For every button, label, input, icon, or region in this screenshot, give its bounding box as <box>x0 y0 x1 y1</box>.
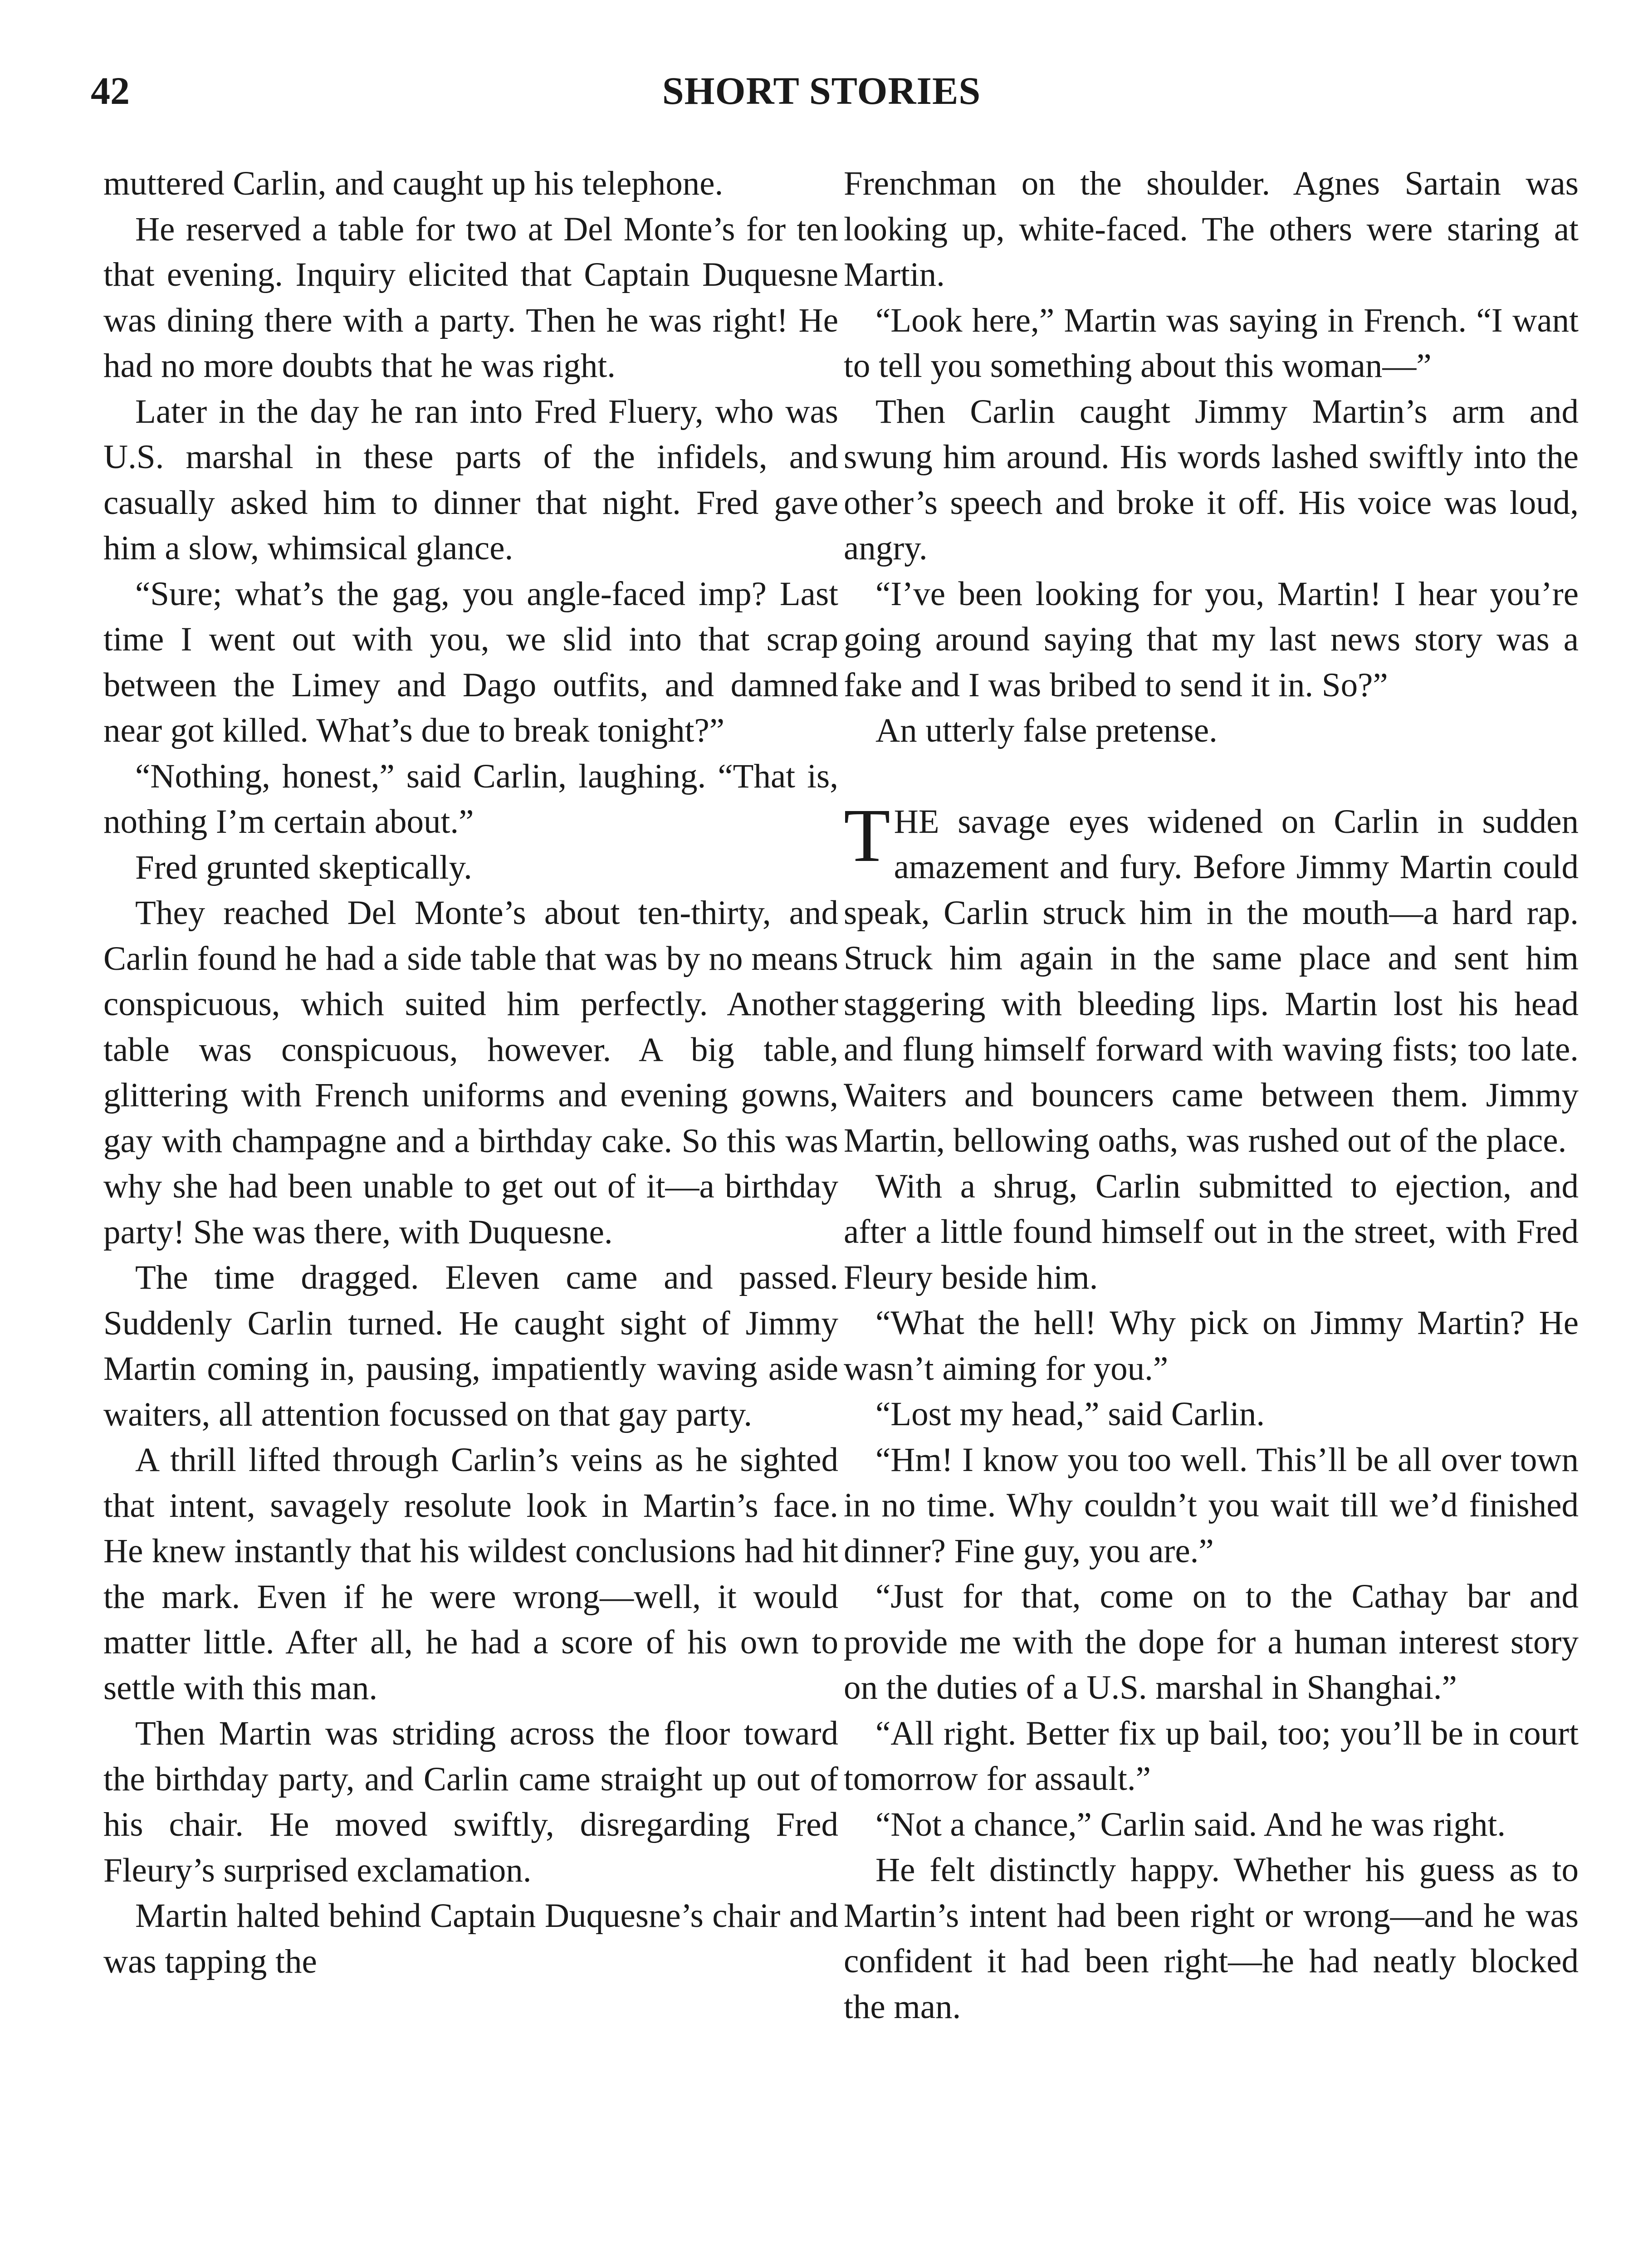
paragraph: Then Martin was striding across the floor toward the birthday party, and Carlin came straight up out of his chair. He moved swiftly, disregarding Fred Fleury’s surprised exclamation. <box>103 1715 838 1889</box>
paragraph: With a shrug, Carlin submitted to ejection, and after a little found himself out in the street, with Fred Fleury beside him. <box>844 1167 1579 1296</box>
paragraph: They reached Del Monte’s about ten-thirty, and Carlin found he had a side table that was by no means conspicuous, which suited him perfectly. Another table was conspicuous, however. A big table, glittering with French uniforms and evening gowns, gay with champagne and a birthday cake. So this was why she had been unable to get out of it—a birthday party! She was there, with Duquesne. <box>103 894 838 1251</box>
section-opening-paragraph <box>844 793 1579 1164</box>
drop-cap: T <box>844 793 890 878</box>
paragraph: Later in the day he ran into Fred Fluery, who was U.S. marshal in these parts of the infidels, and casually asked him to dinner that night. Fred gave him a slow, whimsical glance. <box>103 392 838 567</box>
paragraph: muttered Carlin, and caught up his telephone. <box>103 165 724 202</box>
right-column <box>844 161 1579 2030</box>
paragraph: “All right. Better fix up bail, too; you’ll be in court tomorrow for assault.” <box>844 1714 1579 1798</box>
running-head: SHORT STORIES <box>662 69 981 112</box>
paragraph: “Just for that, come on to the Cathay bar and provide me with the dope for a human interest story on the duties of a U.S. marshal in Shanghai.” <box>844 1578 1579 1706</box>
page-header <box>0 68 1643 118</box>
paragraph: An utterly false pretense. <box>875 712 1218 749</box>
paragraph: “Look here,” Martin was saying in French. “I want to tell you something about this woman—” <box>844 301 1579 385</box>
paragraph: “Sure; what’s the gag, you angle-faced imp? Last time I went out with you, we slid into that scrap between the Limey and Dago outfits, and damned near got killed. What’s due to break tonight?” <box>103 575 838 749</box>
paragraph: Then Carlin caught Jimmy Martin’s arm and swung him around. His words lashed swiftly into the other’s speech and broke it off. His voice was loud, angry. <box>844 392 1579 567</box>
paragraph: A thrill lifted through Carlin’s veins as he sighted that intent, savagely resolute look in Martin’s face. He knew instantly that his wildest conclusions had hit the mark. Even if he were wrong—well, it would matter little. After all, he had a score of his own to settle with this man. <box>103 1441 838 1707</box>
paragraph: Frenchman on the shoulder. Agnes Sartain was looking up, white-faced. The others were staring at Martin. <box>844 165 1579 293</box>
page-number: 42 <box>91 69 130 112</box>
paragraph: He reserved a table for two at Del Monte’s for ten that evening. Inquiry elicited that Captain Duquesne was dining there with a party. Then he was right! He had no more doubts that he was right. <box>103 210 838 385</box>
paragraph: “What the hell! Why pick on Jimmy Martin? He wasn’t aiming for you.” <box>844 1304 1579 1388</box>
paragraph: “Nothing, honest,” said Carlin, laughing. “That is, nothing I’m certain about.” <box>103 757 838 841</box>
left-column <box>103 161 838 1984</box>
paragraph: The time dragged. Eleven came and passed. Suddenly Carlin turned. He caught sight of Jimmy Martin coming in, pausing, impatiently waving aside waiters, all attention focussed on that gay party. <box>103 1259 838 1433</box>
paragraph-text: savage eyes widened on Carlin in sudden amazement and fury. Before Jimmy Martin could speak, Carlin struck him in the mouth—a hard rap. Struck him again in the same place and sent him staggering with bleeding lips. Martin lost his head and flung himself forward with waving fists; too late. Waiters and bouncers came between them. Jimmy Martin, bellowing oaths, was rushed out of the place. <box>844 802 1579 1159</box>
paragraph: Fred grunted skeptically. <box>135 848 472 886</box>
drop-cap-continuation: HE <box>894 802 939 841</box>
paragraph: “I’ve been looking for you, Martin! I hear you’re going around saying that my last news story was a fake and I was bribed to send it in. So?” <box>844 575 1579 704</box>
paragraph: He felt distinctly happy. Whether his guess as to Martin’s intent had been right or wrong—and he was confident it had been right—he had neatly blocked the man. <box>844 1851 1579 2026</box>
paragraph: “Lost my head,” said Carlin. <box>875 1395 1265 1433</box>
paragraph: “Hm! I know you too well. This’ll be all over town in no time. Why couldn’t you wait till we’d finished dinner? Fine guy, you are.” <box>844 1441 1579 1570</box>
paragraph: “Not a chance,” Carlin said. And he was right. <box>875 1805 1506 1843</box>
paragraph: Martin halted behind Captain Duquesne’s chair and was tapping the <box>103 1897 838 1980</box>
